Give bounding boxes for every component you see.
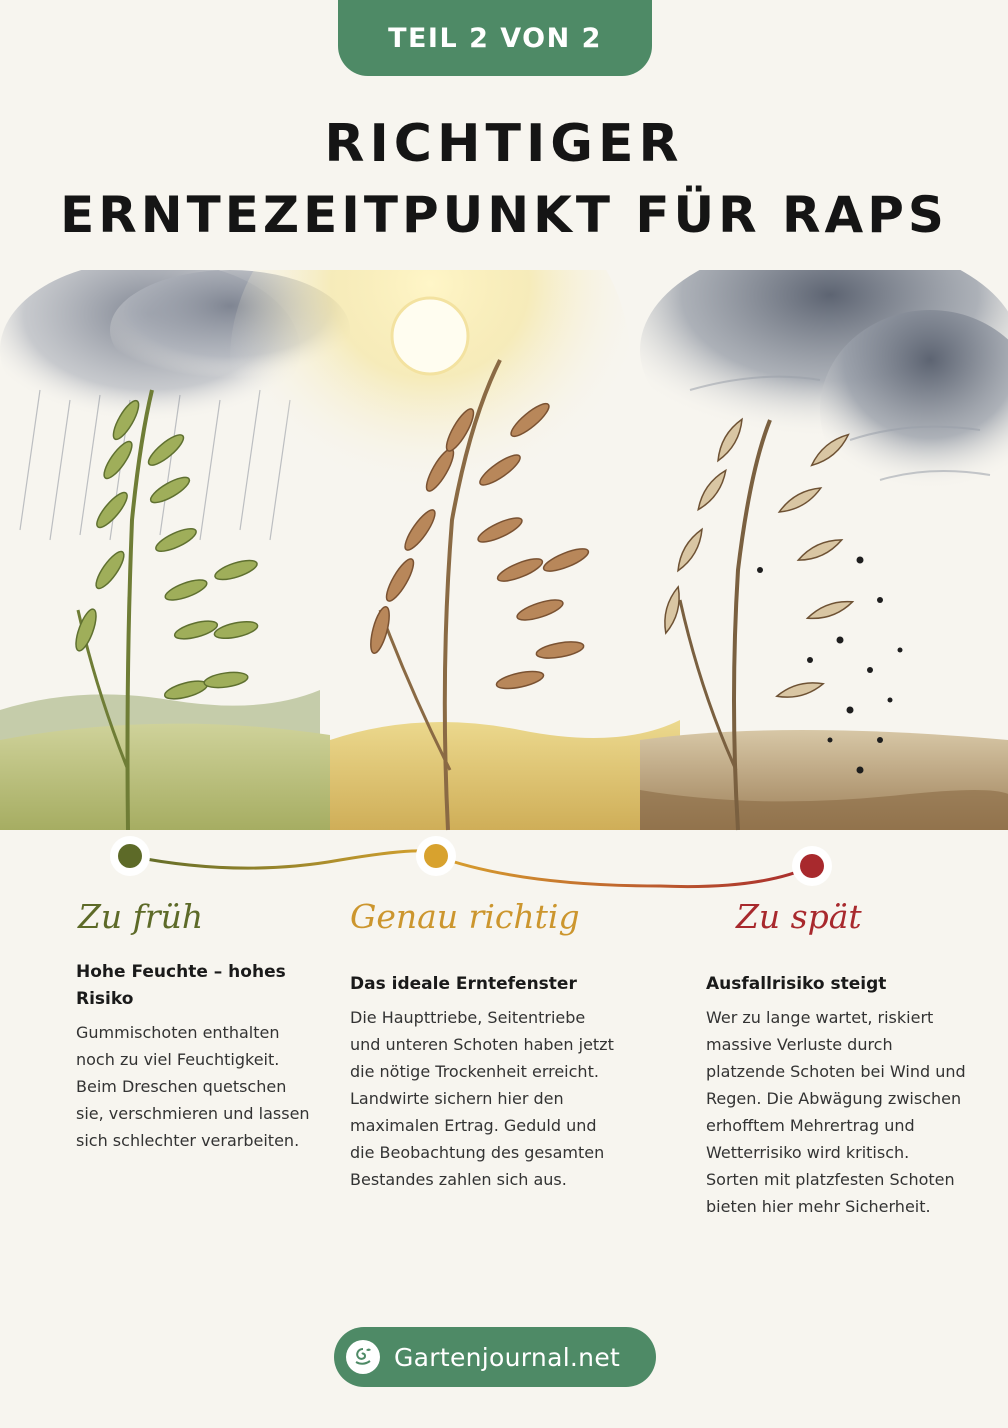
stage-text: Die Haupttriebe, Seitentriebe und unteren Schoten haben jetzt die nötige Trockenheit erreicht. Landwirte sichern hier den maximalen Ertrag. Geduld und die Beobachtung des gesamten Bestandes zahlen sich aus. — [350, 1008, 614, 1189]
brand-badge[interactable] — [334, 1327, 656, 1387]
illustration — [0, 270, 1008, 870]
part-badge: TEIL 2 VON 2 — [338, 0, 652, 76]
stage-label: Zu früh — [78, 897, 204, 936]
stage-early — [76, 897, 316, 1154]
stage-label: Genau richtig — [350, 897, 580, 936]
timeline — [0, 826, 1008, 906]
stage-late — [706, 897, 966, 1220]
timeline-dot-early — [110, 836, 150, 876]
page-title-line-1: RICHTIGER — [324, 114, 684, 174]
stage-text: Gummischoten enthalten noch zu viel Feuchtigkeit. Beim Dreschen quetschen sie, verschmieren und lassen sich schlechter verarbeiten. — [76, 1023, 310, 1150]
brand-name: Gartenjournal.net — [394, 1342, 621, 1372]
timeline-dot-right — [416, 836, 456, 876]
timeline-dot-late — [792, 846, 832, 886]
stage-heading: Hohe Feuchte – hohes Risiko — [76, 962, 286, 1009]
snail-leaf-icon — [346, 1340, 380, 1374]
stage-label: Zu spät — [736, 897, 862, 936]
stage-heading: Ausfallrisiko steigt — [706, 974, 887, 994]
late-scene — [640, 270, 1008, 830]
stage-heading: Das ideale Erntefenster — [350, 974, 577, 994]
stage-right-time — [350, 897, 620, 1193]
page-title-line-2: ERNTEZEITPUNKT FÜR RAPS — [60, 186, 948, 244]
stage-text: Wer zu lange wartet, riskiert massive Verluste durch platzende Schoten bei Wind und Regen. Die Abwägung zwischen erhofftem Mehrertrag und Wetterrisiko wird kritisch. Sorten mit platzfesten Schoten bieten hier mehr Sicherheit. — [706, 1008, 966, 1216]
